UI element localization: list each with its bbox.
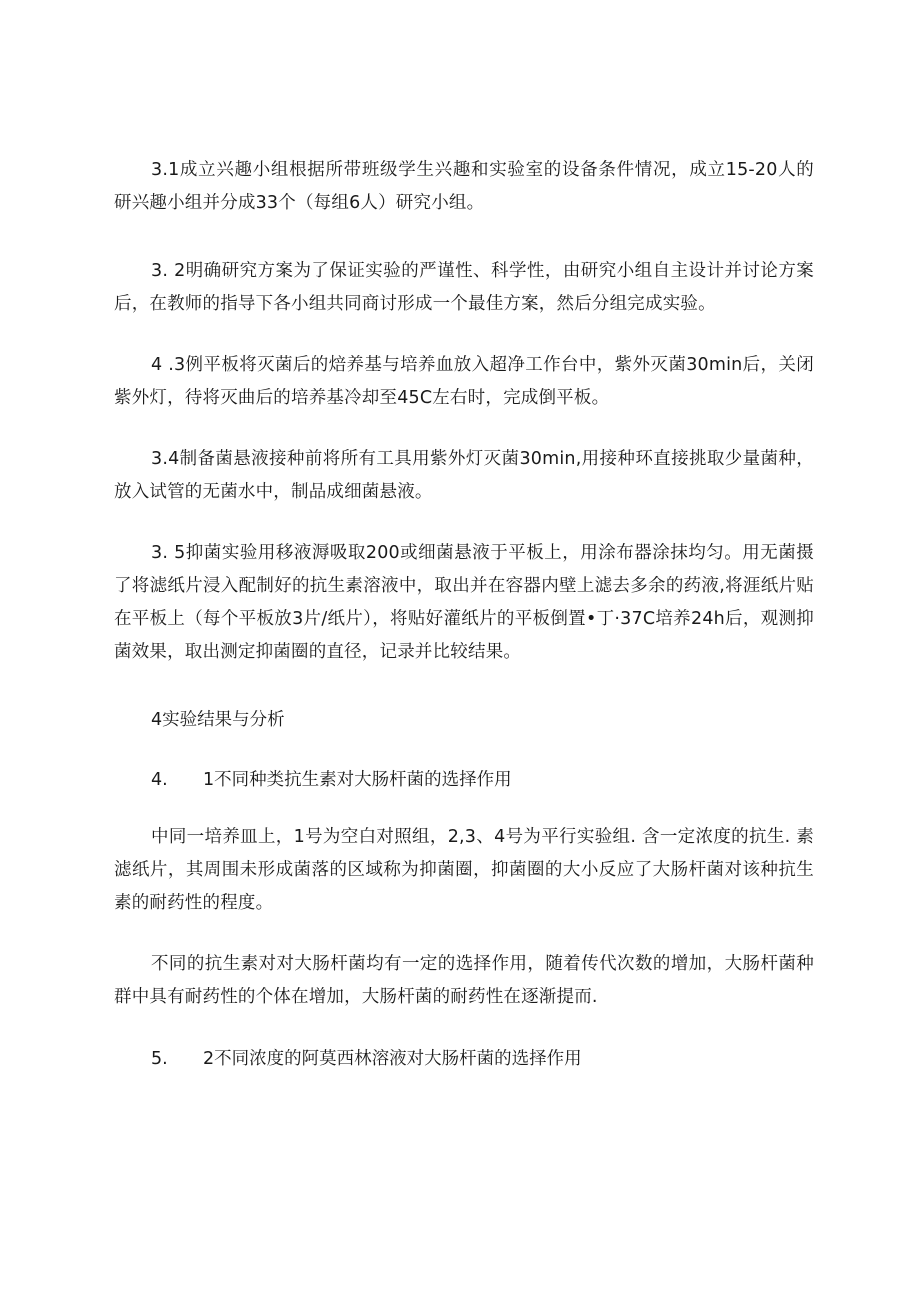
paragraph-result-2: 不同的抗生素对对大肠杆菌均有一定的选择作用，随着传代次数的增加，大肠杆菌种群中具有耐药性的个体在增加，大肠杆菌的耐药性在逐渐提而. — [114, 954, 814, 1007]
paragraph-3-1: 3.1成立兴趣小组根据所带班级学生兴趣和实验室的设备条件情况，成立15-20人的研兴趣小组并分成33个（每组6人）研究小组。 — [114, 160, 814, 213]
subsection-number: 5. — [151, 1049, 168, 1069]
subsection-heading-4-1 — [151, 764, 512, 797]
paragraph-3-2: 3. 2明确研究方案为了保证实验的严谨性、科学性，由研究小组自主设计并讨论方案后，在教师的指导下各小组共同商讨形成一个最佳方案，然后分组完成实验。 — [114, 261, 814, 314]
paragraph-result-1: 中同一培养皿上，1号为空白对照组，2,3、4号为平行实验组. 含一定浓度的抗生. 素滤纸片，其周围未形成菌落的区域称为抑菌圈，抑菌圈的大小反应了大肠杆菌对该种抗生素的耐药性的程度。 — [114, 827, 814, 913]
paragraph-3-4: 3.4制备菌悬液接种前将所有工具用紫外灯灭菌30min,用接种环直接挑取少量菌种，放入试管的无菌水中，制品成细菌悬液。 — [114, 449, 814, 502]
section-heading-results: 4实验结果与分析 — [151, 710, 285, 730]
paragraph-3-3: 4 .3例平板将灭菌后的焙养基与培养血放入超净工作台中，紫外灭菌30min后，关闭紫外灯，待将灭曲后的培养基冷却至45C左右时，完成倒平板。 — [114, 355, 814, 408]
subsection-number: 4. — [151, 770, 168, 790]
subsection-title: 2不同浓度的阿莫西林溶液对大肠杆菌的选择作用 — [203, 1049, 582, 1069]
subsection-title: 1不同种类抗生素对大肠杆菌的选择作用 — [203, 770, 512, 790]
paragraph-3-5: 3. 5抑菌实验用移液溽吸取200或细菌悬液于平板上，用涂布器涂抹均匀。用无菌摄了将滤纸片浸入配制好的抗生素溶液中，取出并在容器内壁上滤去多余的药液,将涯纸片贴在平板上（每个平板放3片/纸片），将贴好灌纸片的平板倒置•丁·37C培养24h后，观测抑菌效果，取出测定抑菌圈的直径，记录并比较结果。 — [114, 543, 814, 662]
subsection-heading-4-2 — [151, 1043, 582, 1076]
